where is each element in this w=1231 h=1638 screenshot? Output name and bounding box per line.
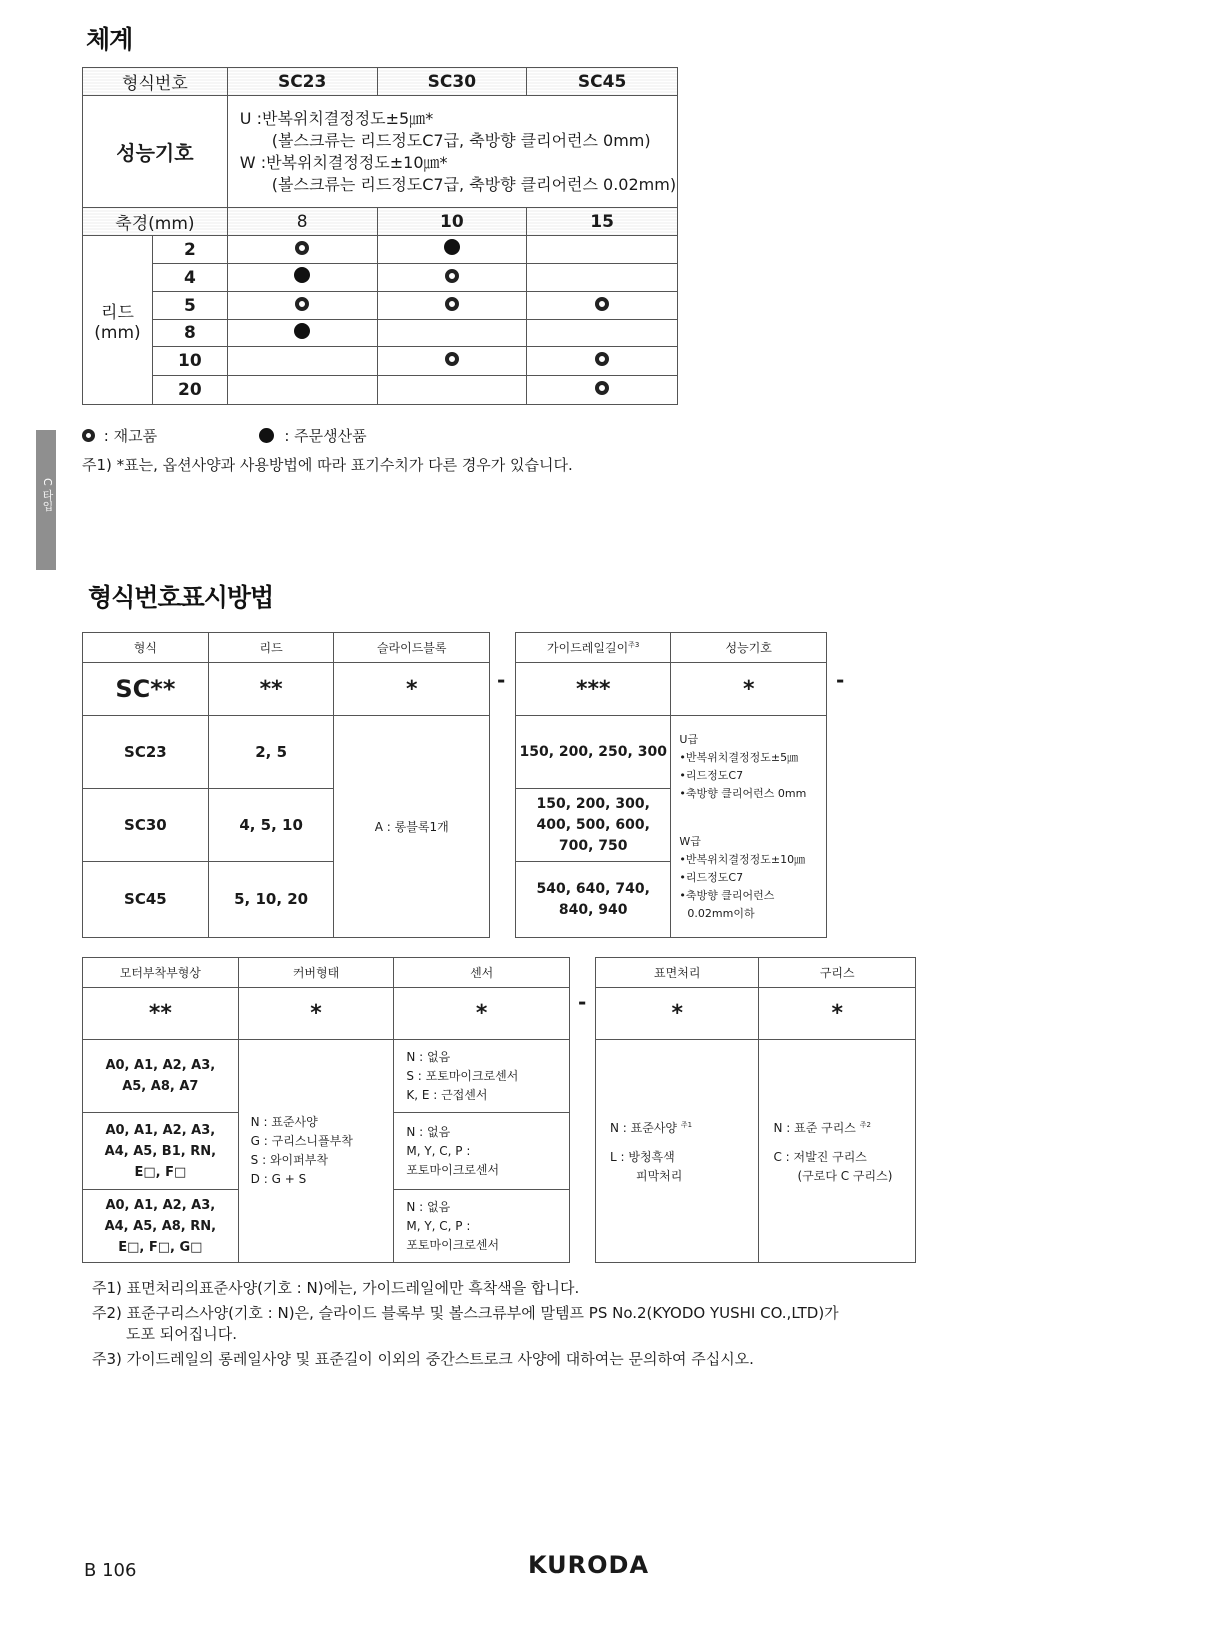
order-symbol-icon — [294, 323, 310, 339]
availability-cell — [377, 292, 527, 320]
hdr-rail-length-text: 가이드레일길이 — [547, 641, 629, 655]
shaft-label: 축경(mm) — [83, 208, 228, 236]
sensor-option-sc23 — [394, 1040, 570, 1113]
motor-line: A5, A8, A7 — [122, 1079, 199, 1094]
code-motor: ** — [83, 988, 239, 1040]
sensor-line: S : 포토마이크로센서 — [406, 1068, 519, 1083]
lead-row — [83, 347, 678, 376]
availability-cell — [377, 376, 527, 405]
stock-symbol-icon — [595, 352, 609, 366]
cover-options — [238, 1040, 394, 1263]
legend — [82, 425, 367, 446]
perf-line: (볼스크류는 리드정도C7급, 축방향 클리어런스 0.02mm) — [271, 174, 677, 194]
availability-cell — [377, 264, 527, 292]
sensor-line: M, Y, C, P : — [406, 1218, 471, 1233]
stock-symbol-icon — [82, 429, 95, 442]
grease-line — [773, 1116, 915, 1138]
lead-value: 4, 5, 10 — [208, 789, 334, 862]
code-table-surface — [595, 957, 916, 1263]
availability-cell — [227, 292, 377, 320]
hdr-motor: 모터부착부형상 — [83, 958, 239, 988]
order-symbol-icon — [444, 239, 460, 255]
lead-row — [83, 236, 678, 264]
type-value: SC23 — [83, 716, 209, 789]
code-cover: * — [238, 988, 394, 1040]
lead-value: 10 — [152, 347, 227, 376]
system-note: 주1) *표는, 옵션사양과 사용방법에 따라 표기수치가 다른 경우가 있습니다. — [82, 456, 573, 474]
surface-gap — [610, 1138, 758, 1148]
code-performance: * — [671, 663, 827, 716]
kuroda-logo: KURODA — [528, 1551, 650, 1579]
motor-option-sc45 — [83, 1190, 239, 1263]
lead-value: 5, 10, 20 — [208, 862, 334, 938]
stock-symbol-icon — [595, 381, 609, 395]
availability-cell — [527, 320, 678, 347]
code-type: SC** — [83, 663, 209, 716]
perf-line: U :반복위치결정정도±5㎛* — [239, 108, 434, 128]
stock-symbol-icon — [445, 297, 459, 311]
surface-line-text: N : 표준사양 — [610, 1121, 678, 1135]
code-lead: ** — [208, 663, 334, 716]
sensor-line: N : 없음 — [406, 1049, 451, 1064]
lead-label-unit: (mm) — [94, 322, 141, 343]
hdr-surface: 표면처리 — [596, 958, 759, 988]
lead-label — [83, 236, 153, 405]
perf-item: W급 — [679, 834, 701, 848]
stock-symbol-icon — [445, 352, 459, 366]
perf-item: •축방향 클리어런스 0mm — [679, 786, 807, 800]
lead-value: 20 — [152, 376, 227, 405]
perf-item: •리드정도C7 — [679, 768, 744, 782]
page-number: B 106 — [84, 1560, 137, 1581]
notes — [92, 1278, 839, 1374]
shaft-value: 8 — [227, 208, 377, 236]
motor-line: A4, A5, A8, RN, — [104, 1218, 217, 1234]
availability-cell — [377, 347, 527, 376]
motor-line: A0, A1, A2, A3, — [105, 1058, 216, 1073]
lead-row — [83, 320, 678, 347]
note-line: 주3) 가이드레일의 롱레일사양 및 표준길이 이외의 중간스트로크 사양에 대하여는 문의하여 주십시오. — [92, 1350, 754, 1368]
code-sensor: * — [394, 988, 570, 1040]
perf-description — [227, 96, 677, 208]
separator-dash: - — [497, 668, 506, 692]
hdr-lead: 리드 — [208, 633, 334, 663]
legend-order-text: : 주문생산품 — [284, 427, 367, 445]
surface-line — [610, 1116, 758, 1138]
availability-cell — [227, 320, 377, 347]
perf-item: 0.02mm이하 — [687, 906, 755, 920]
hdr-performance: 성능기호 — [671, 633, 827, 663]
availability-cell — [227, 376, 377, 405]
section-title-model-code: 형식번호표시방법 — [88, 583, 274, 612]
hdr-grease: 구리스 — [759, 958, 916, 988]
rail-length-line: 400, 500, 600, — [536, 816, 650, 833]
note-line: 주1) 표면처리의표준사양(기호 : N)에는, 가이드레일에만 흑착색을 합니다. — [92, 1279, 580, 1297]
cover-line: N : 표준사양 — [250, 1115, 318, 1129]
rail-length-sc30 — [516, 789, 671, 862]
hdr-slide-block: 슬라이드블록 — [334, 633, 490, 663]
performance-detail — [671, 716, 827, 938]
stock-symbol-icon — [445, 269, 459, 283]
code-surface: * — [596, 988, 759, 1040]
motor-line: E□, F□ — [134, 1164, 187, 1180]
rail-length-sc45 — [516, 862, 671, 938]
lead-value: 4 — [152, 264, 227, 292]
shaft-value: 15 — [527, 208, 678, 236]
surface-line: 피막처리 — [636, 1169, 683, 1183]
availability-cell — [527, 264, 678, 292]
availability-cell — [527, 376, 678, 405]
rail-length-sc23: 150, 200, 250, 300 — [516, 716, 671, 789]
col-header-sc30: SC30 — [377, 68, 527, 96]
availability-cell — [227, 264, 377, 292]
grease-sup: 주2 — [859, 1121, 871, 1129]
perf-item: U급 — [679, 732, 699, 746]
rail-length-line: 840, 940 — [558, 901, 628, 918]
stock-symbol-icon — [295, 241, 309, 255]
lead-label-text: 리드 — [101, 302, 134, 323]
perf-line: (볼스크류는 리드정도C7급, 축방향 클리어런스 0mm) — [271, 130, 651, 150]
stock-symbol-icon — [595, 297, 609, 311]
grease-gap — [773, 1138, 915, 1148]
perf-line: W :반복위치결정정도±10㎛* — [239, 152, 448, 172]
order-symbol-icon — [259, 428, 274, 443]
surface-sup: 주1 — [680, 1121, 693, 1129]
hdr-rail-length — [516, 633, 671, 663]
motor-line: A0, A1, A2, A3, — [105, 1197, 216, 1213]
grease-options — [759, 1040, 916, 1263]
sensor-option-sc30 — [394, 1113, 570, 1190]
sensor-line: M, Y, C, P : — [406, 1143, 471, 1158]
code-grease: * — [759, 988, 916, 1040]
cover-line: S : 와이퍼부착 — [250, 1153, 328, 1167]
hdr-type: 형식 — [83, 633, 209, 663]
availability-cell — [527, 292, 678, 320]
motor-option-sc30 — [83, 1113, 239, 1190]
motor-line: E□, F□, G□ — [118, 1239, 203, 1255]
system-table — [82, 67, 678, 405]
sensor-line: N : 없음 — [406, 1124, 451, 1139]
col-header-model: 형식번호 — [83, 68, 228, 96]
availability-cell — [227, 347, 377, 376]
order-symbol-icon — [294, 267, 310, 283]
availability-cell — [377, 320, 527, 347]
hdr-cover: 커버형태 — [238, 958, 394, 988]
perf-item: •리드정도C7 — [679, 870, 744, 884]
cover-line: D : G + S — [250, 1172, 307, 1186]
lead-value: 2 — [152, 236, 227, 264]
perf-item: •반복위치결정정도±5㎛ — [679, 750, 799, 764]
lead-value: 2, 5 — [208, 716, 334, 789]
section-title-system: 체계 — [86, 25, 133, 54]
perf-item: •반복위치결정정도±10㎛ — [679, 852, 806, 866]
col-header-sc45: SC45 — [527, 68, 678, 96]
surface-line: L : 방청흑색 — [610, 1150, 675, 1164]
motor-line: A4, A5, B1, RN, — [104, 1143, 217, 1159]
motor-option-sc23 — [83, 1040, 239, 1113]
availability-cell — [527, 347, 678, 376]
sensor-line: N : 없음 — [406, 1199, 451, 1214]
perf-gap — [679, 803, 826, 833]
code-block: * — [334, 663, 490, 716]
sensor-option-sc45 — [394, 1190, 570, 1263]
type-value: SC30 — [83, 789, 209, 862]
note-line: 도포 되어집니다. — [126, 1325, 237, 1343]
rail-length-line: 700, 750 — [558, 837, 628, 854]
code-table-type — [82, 632, 490, 938]
hdr-rail-length-sup: 주3 — [628, 641, 640, 649]
code-table-motor — [82, 957, 570, 1263]
separator-dash: - — [836, 668, 845, 692]
grease-line: (구로다 C 구리스) — [797, 1169, 893, 1183]
perf-label: 성능기호 — [83, 96, 228, 208]
sensor-line: 포토마이크로센서 — [406, 1237, 500, 1252]
side-tab — [36, 430, 56, 570]
code-rail-length: *** — [516, 663, 671, 716]
availability-cell — [377, 236, 527, 264]
block-value: A : 롱블록1개 — [334, 716, 490, 938]
separator-dash: - — [578, 990, 587, 1014]
lead-value: 5 — [152, 292, 227, 320]
grease-line-text: N : 표준 구리스 — [773, 1121, 856, 1135]
col-header-sc23: SC23 — [227, 68, 377, 96]
availability-cell — [227, 236, 377, 264]
sensor-line: 포토마이크로센서 — [406, 1162, 500, 1177]
lead-row — [83, 292, 678, 320]
lead-value: 8 — [152, 320, 227, 347]
rail-length-line: 540, 640, 740, — [536, 880, 650, 897]
grease-line: C : 저발진 구리스 — [773, 1150, 867, 1164]
sensor-line: K, E : 근접센서 — [406, 1087, 488, 1102]
side-tab-label: C 타입 — [41, 478, 54, 512]
lead-row — [83, 376, 678, 405]
rail-length-line: 150, 200, 300, — [536, 795, 650, 812]
legend-stock-text: : 재고품 — [103, 427, 158, 445]
note-line: 주2) 표준구리스사양(기호 : N)은, 슬라이드 블록부 및 볼스크류부에 말템프 PS No.2(KYODO YUSHI CO.,LTD)가 — [92, 1304, 839, 1322]
type-value: SC45 — [83, 862, 209, 938]
motor-line: A0, A1, A2, A3, — [105, 1122, 216, 1138]
surface-options — [596, 1040, 759, 1263]
hdr-sensor: 센서 — [394, 958, 570, 988]
availability-cell — [527, 236, 678, 264]
shaft-value: 10 — [377, 208, 527, 236]
lead-row — [83, 264, 678, 292]
cover-line: G : 구리스니플부착 — [250, 1134, 353, 1148]
code-table-rail — [515, 632, 827, 938]
perf-item: •축방향 클리어런스 — [679, 888, 775, 902]
stock-symbol-icon — [295, 297, 309, 311]
